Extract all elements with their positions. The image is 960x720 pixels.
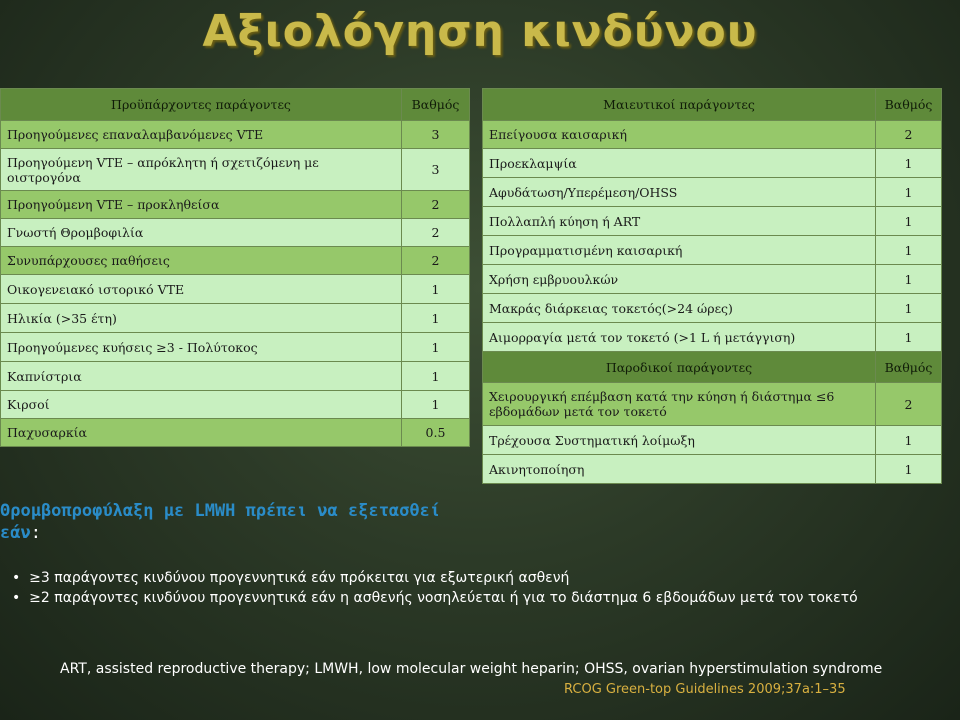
score-cell: 1 (402, 333, 470, 362)
score-cell: 2 (876, 121, 942, 149)
score-cell: 3 (402, 121, 470, 149)
bullet-icon: • (12, 570, 21, 586)
factor-cell: Ακινητοποίηση (483, 455, 876, 484)
factor-cell: Προηγούμενη VTE – απρόκλητη ή σχετιζόμενη με οιστρογόνα (1, 149, 402, 191)
factor-cell: Αφυδάτωση/Υπερέμεση/OHSS (483, 178, 876, 207)
score-cell: 1 (876, 149, 942, 178)
table-row (483, 236, 942, 265)
warning-text: Θρομβοπροφύλαξη με LMWH πρέπει να εξετασθεί εάν (0, 501, 441, 543)
reference-citation: RCOG Green-top Guidelines 2009;37a:1–35 (564, 682, 846, 697)
table-row (1, 121, 470, 149)
factor-cell: Προηγούμενες επαναλαμβανόμενες VTE (1, 121, 402, 149)
table-row (1, 304, 470, 333)
factor-cell: Καπνίστρια (1, 362, 402, 391)
score-cell: 2 (876, 383, 942, 426)
table-row (1, 191, 470, 219)
thromboprophylaxis-warning (0, 500, 480, 544)
factor-cell: Τρέχουσα Συστηματική λοίμωξη (483, 426, 876, 455)
table-row (1, 275, 470, 304)
factor-cell: Επείγουσα καισαρική (483, 121, 876, 149)
score-cell: 1 (876, 426, 942, 455)
table-row (1, 391, 470, 419)
obstetric-factors-table (482, 88, 942, 484)
factor-cell: Χειρουργική επέμβαση κατά την κύηση ή διάστημα ≤6 εβδομάδων μετά τον τοκετό (483, 383, 876, 426)
factor-cell: Προγραμματισμένη καισαρική (483, 236, 876, 265)
factor-cell: Μακράς διάρκειας τοκετός(>24 ώρες) (483, 294, 876, 323)
table-header-row (483, 89, 942, 121)
table-row (1, 247, 470, 275)
table-row (483, 455, 942, 484)
factor-cell: Ηλικία (>35 έτη) (1, 304, 402, 333)
header-score: Βαθμός (402, 89, 470, 121)
score-cell: 1 (876, 455, 942, 484)
factor-cell: Αιμορραγία μετά τον τοκετό (>1 L ή μετάγγιση) (483, 323, 876, 352)
table-row (483, 149, 942, 178)
factor-cell: Παχυσαρκία (1, 419, 402, 447)
table-subheader-row (483, 352, 942, 383)
table-row (483, 294, 942, 323)
score-cell: 2 (402, 219, 470, 247)
table-row (1, 333, 470, 362)
score-cell: 2 (402, 247, 470, 275)
table-row (483, 383, 942, 426)
factor-cell: Προηγούμενη VTE – προκληθείσα (1, 191, 402, 219)
factor-cell: Οικογενειακό ιστορικό VTE (1, 275, 402, 304)
table-row (1, 219, 470, 247)
slide-title: Αξιολόγηση κινδύνου (202, 6, 758, 57)
score-cell: 1 (402, 391, 470, 419)
table-row (1, 362, 470, 391)
list-item-text: ≥3 παράγοντες κινδύνου προγεννητικά εάν πρόκειται για εξωτερική ασθενή (29, 570, 570, 586)
table-row (483, 323, 942, 352)
score-cell: 2 (402, 191, 470, 219)
score-cell: 1 (876, 178, 942, 207)
score-cell: 3 (402, 149, 470, 191)
warning-colon: : (30, 523, 41, 543)
abbreviations-footnote: ART, assisted reproductive therapy; LMWH, low molecular weight heparin; OHSS, ovarian hyperstimulation syndrome (60, 661, 883, 677)
score-cell: 1 (876, 323, 942, 352)
score-cell: 1 (876, 236, 942, 265)
score-cell: 0.5 (402, 419, 470, 447)
score-cell: 1 (876, 207, 942, 236)
score-cell: 1 (402, 362, 470, 391)
bullet-icon: • (12, 590, 21, 606)
subheader-factor: Παροδικοί παράγοντες (483, 352, 876, 383)
score-cell: 1 (876, 265, 942, 294)
list-item-text: ≥2 παράγοντες κινδύνου προγεννητικά εάν η ασθενής νοσηλεύεται ή για το διάστημα 6 εβδομάδων μετά τον τοκετό (29, 590, 858, 606)
list-item (12, 588, 942, 608)
table-header-row (1, 89, 470, 121)
factor-cell: Κιρσοί (1, 391, 402, 419)
header-score: Βαθμός (876, 89, 942, 121)
factor-cell: Χρήση εμβρυουλκών (483, 265, 876, 294)
criteria-list (12, 568, 942, 608)
factor-cell: Γνωστή Θρομβοφιλία (1, 219, 402, 247)
table-row (483, 265, 942, 294)
factor-cell: Συνυπάρχουσες παθήσεις (1, 247, 402, 275)
score-cell: 1 (402, 304, 470, 333)
factor-cell: Προεκλαμψία (483, 149, 876, 178)
score-cell: 1 (402, 275, 470, 304)
header-factor: Προϋπάρχοντες παράγοντες (1, 89, 402, 121)
pre-existing-factors-table (0, 88, 470, 447)
factor-cell: Πολλαπλή κύηση ή ART (483, 207, 876, 236)
table-row (483, 207, 942, 236)
header-factor: Μαιευτικοί παράγοντες (483, 89, 876, 121)
list-item (12, 568, 942, 588)
subheader-score: Βαθμός (876, 352, 942, 383)
table-row (1, 419, 470, 447)
score-cell: 1 (876, 294, 942, 323)
table-row (1, 149, 470, 191)
table-row (483, 426, 942, 455)
table-row (483, 178, 942, 207)
factor-cell: Προηγούμενες κυήσεις ≥3 - Πολύτοκος (1, 333, 402, 362)
table-row (483, 121, 942, 149)
